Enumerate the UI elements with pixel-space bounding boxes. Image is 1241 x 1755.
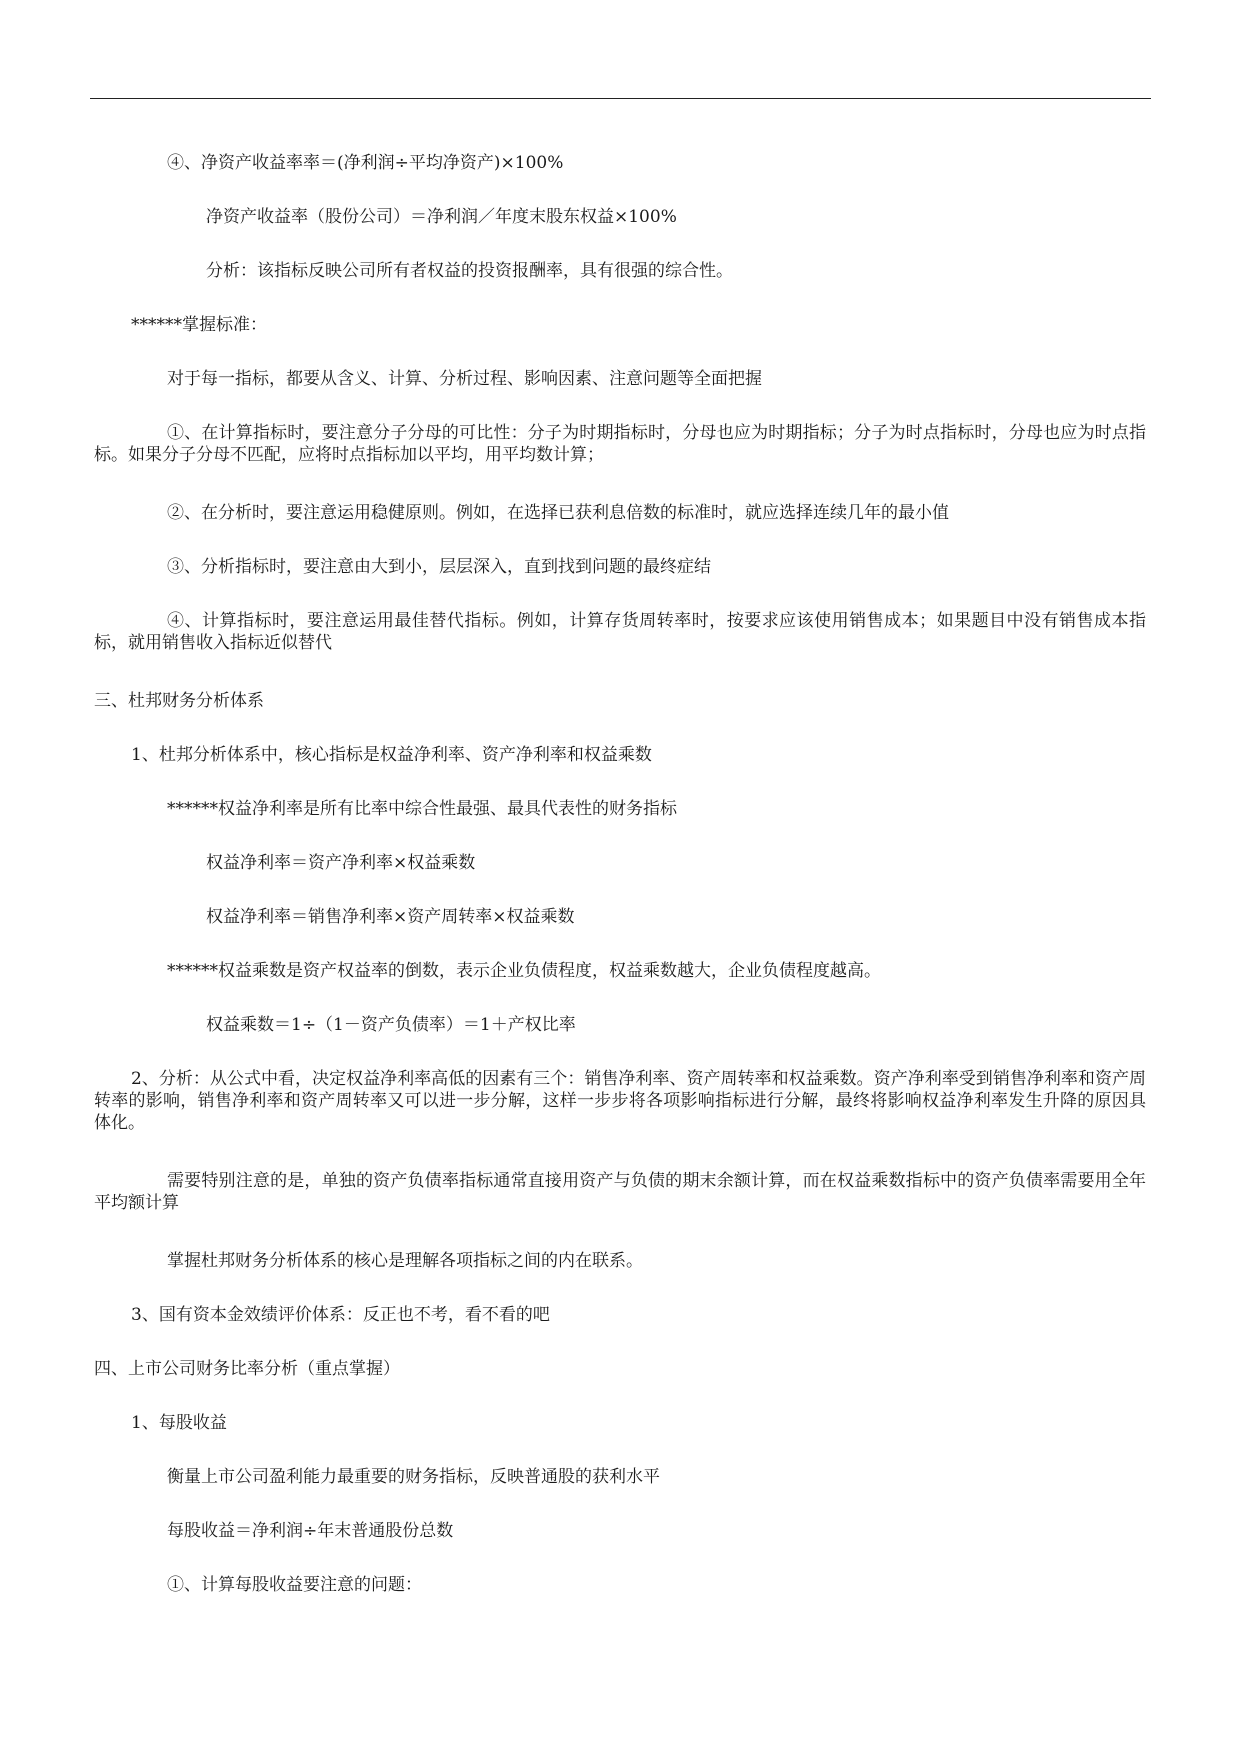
mastery-standard-intro: 对于每一指标，都要从含义、计算、分析过程、影响因素、注意问题等全面把握	[167, 369, 762, 389]
point-3-top-down: ③、分析指标时，要注意由大到小，层层深入，直到找到问题的最终症结	[167, 557, 711, 577]
eps-heading: 1、每股收益	[131, 1413, 227, 1433]
point-4-substitute: ④、计算指标时，要注意运用最佳替代指标。例如，计算存货周转率时，按要求应该使用销售成本；如果题目中没有销售成本指标，就用销售收入指标近似替代	[94, 611, 1146, 653]
point-2-prudence: ②、在分析时，要注意运用稳健原则。例如，在选择已获利息倍数的标准时，就应选择连续几年的最小值	[167, 503, 949, 523]
dupont-core-indicators: 1、杜邦分析体系中，核心指标是权益净利率、资产净利率和权益乘数	[131, 745, 652, 765]
eps-issues-heading: ①、计算每股收益要注意的问题：	[167, 1575, 422, 1595]
analysis-roe: 分析：该指标反映公司所有者权益的投资报酬率，具有很强的综合性。	[206, 261, 733, 281]
dupont-analysis-paragraph: 2、分析：从公式中看，决定权益净利率高低的因素有三个：销售净利率、资产周转率和权益乘数。资产净利率受到销售净利率和资产周转率的影响，销售净利率和资产周转率又可以进一步分解，这样一步步将各项影响指标进行分解，最终将影响权益净利率发生升降的原因具体化。	[94, 1069, 1146, 1133]
mastery-standard-heading: ******掌握标准：	[131, 315, 267, 335]
equity-multiplier-formula: 权益乘数＝1÷（1－资产负债率）＝1＋产权比率	[206, 1015, 576, 1035]
special-attention-paragraph: 需要特别注意的是，单独的资产负债率指标通常直接用资产与负债的期末余额计算，而在权益乘数指标中的资产负债率需要用全年平均额计算	[94, 1171, 1146, 1213]
eps-description: 衡量上市公司盈利能力最重要的财务指标，反映普通股的获利水平	[167, 1467, 660, 1487]
formula-roe: ④、净资产收益率率＝(净利润÷平均净资产)×100%	[167, 153, 564, 173]
equity-multiplier-note: ******权益乘数是资产权益率的倒数，表示企业负债程度，权益乘数越大，企业负债程度越高。	[167, 961, 881, 981]
dupont-formula-1: 权益净利率＝资产净利率×权益乘数	[206, 853, 476, 873]
section-3-heading: 三、杜邦财务分析体系	[94, 691, 264, 711]
section-4-heading: 四、上市公司财务比率分析（重点掌握）	[94, 1359, 400, 1379]
dupont-core-understanding: 掌握杜邦财务分析体系的核心是理解各项指标之间的内在联系。	[167, 1251, 643, 1271]
header-rule	[90, 98, 1151, 99]
dupont-roe-note: ******权益净利率是所有比率中综合性最强、最具代表性的财务指标	[167, 799, 677, 819]
formula-roe-corporate: 净资产收益率（股份公司）＝净利润／年度末股东权益×100%	[206, 207, 677, 227]
point-1-comparability: ①、在计算指标时，要注意分子分母的可比性：分子为时期指标时，分母也应为时期指标；分子为时点指标时，分母也应为时点指标。如果分子分母不匹配，应将时点指标加以平均，用平均数计算；	[94, 423, 1146, 465]
state-capital-evaluation: 3、国有资本金效绩评价体系：反正也不考，看不看的吧	[131, 1305, 550, 1325]
dupont-formula-2: 权益净利率＝销售净利率×资产周转率×权益乘数	[206, 907, 575, 927]
eps-formula: 每股收益＝净利润÷年末普通股份总数	[167, 1521, 454, 1541]
